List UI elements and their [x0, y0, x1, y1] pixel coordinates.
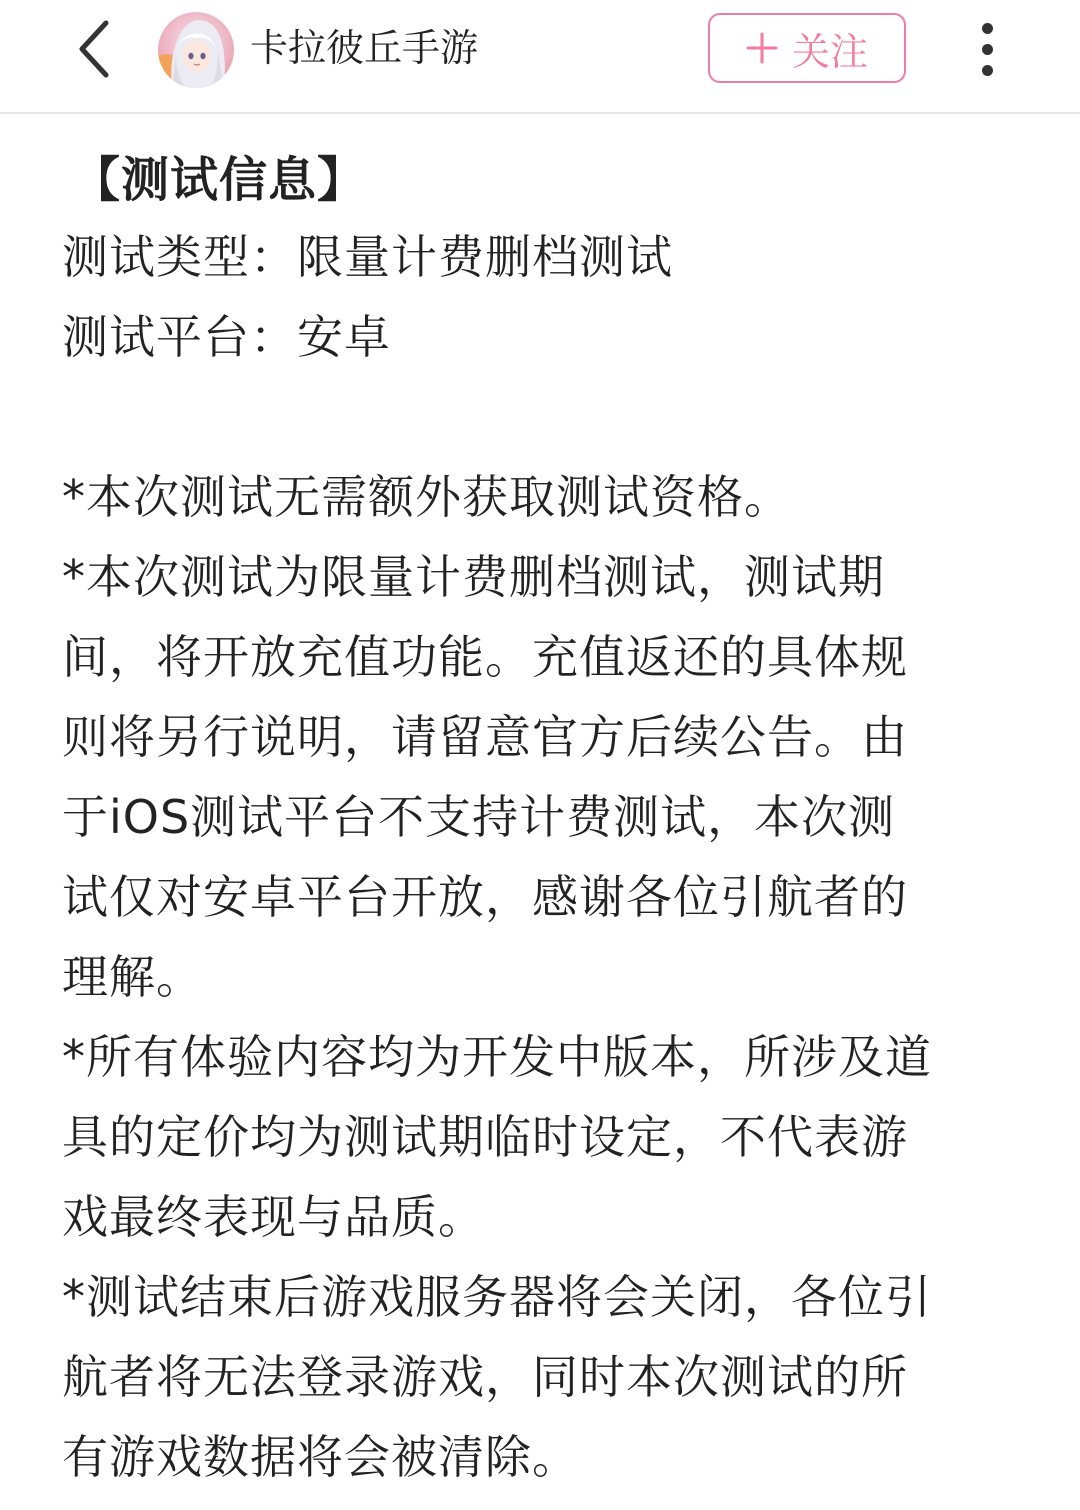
paragraph-line: *所有体验内容均为开发中版本，所涉及道: [62, 1030, 932, 1084]
paragraph-line: *本次测试为限量计费删档测试，测试期: [62, 550, 885, 604]
paragraph-line: *测试结束后游戏服务器将会关闭，各位引: [62, 1270, 932, 1324]
avatar-image: [158, 12, 234, 88]
paragraph-line: 有游戏数据将会被清除。: [62, 1430, 579, 1484]
account-name[interactable]: 卡拉彼丘手游: [250, 26, 479, 70]
paragraph-line: 则将另行说明，请留意官方后续公告。由: [62, 710, 908, 764]
account-avatar[interactable]: [158, 12, 234, 88]
paragraph-line: 试仅对安卓平台开放，感谢各位引航者的: [62, 870, 908, 924]
follow-label: 关注: [791, 29, 868, 74]
test-type-line: 测试类型：限量计费删档测试: [62, 230, 673, 284]
follow-button[interactable]: [708, 13, 906, 83]
blank-line: [62, 377, 1032, 457]
paragraph-line: 具的定价均为测试期临时设定，不代表游: [62, 1110, 908, 1164]
paragraph-line: 戏最终表现与品质。: [62, 1190, 485, 1244]
top-navigation-bar: [0, 0, 1080, 114]
paragraph-line: 间，将开放充值功能。充值返还的具体规: [62, 630, 908, 684]
more-vertical-icon-dot: [982, 44, 993, 55]
chevron-left-icon: [74, 17, 114, 81]
paragraph-line: 航者将无法登录游戏，同时本次测试的所: [62, 1350, 908, 1404]
more-options-button[interactable]: [960, 14, 1014, 84]
more-vertical-icon-dot: [982, 65, 993, 76]
paragraph-line: 于iOS测试平台不支持计费测试，本次测: [62, 790, 896, 844]
more-vertical-icon-dot: [982, 23, 993, 34]
article-body: [62, 140, 1032, 1497]
section-heading: 【测试信息】: [72, 152, 367, 208]
paragraph-line: 理解。: [62, 950, 203, 1004]
plus-icon: [746, 32, 778, 64]
test-platform-line: 测试平台：安卓: [62, 310, 391, 364]
paragraph-line: *本次测试无需额外获取测试资格。: [62, 470, 791, 524]
back-button[interactable]: [64, 14, 124, 84]
